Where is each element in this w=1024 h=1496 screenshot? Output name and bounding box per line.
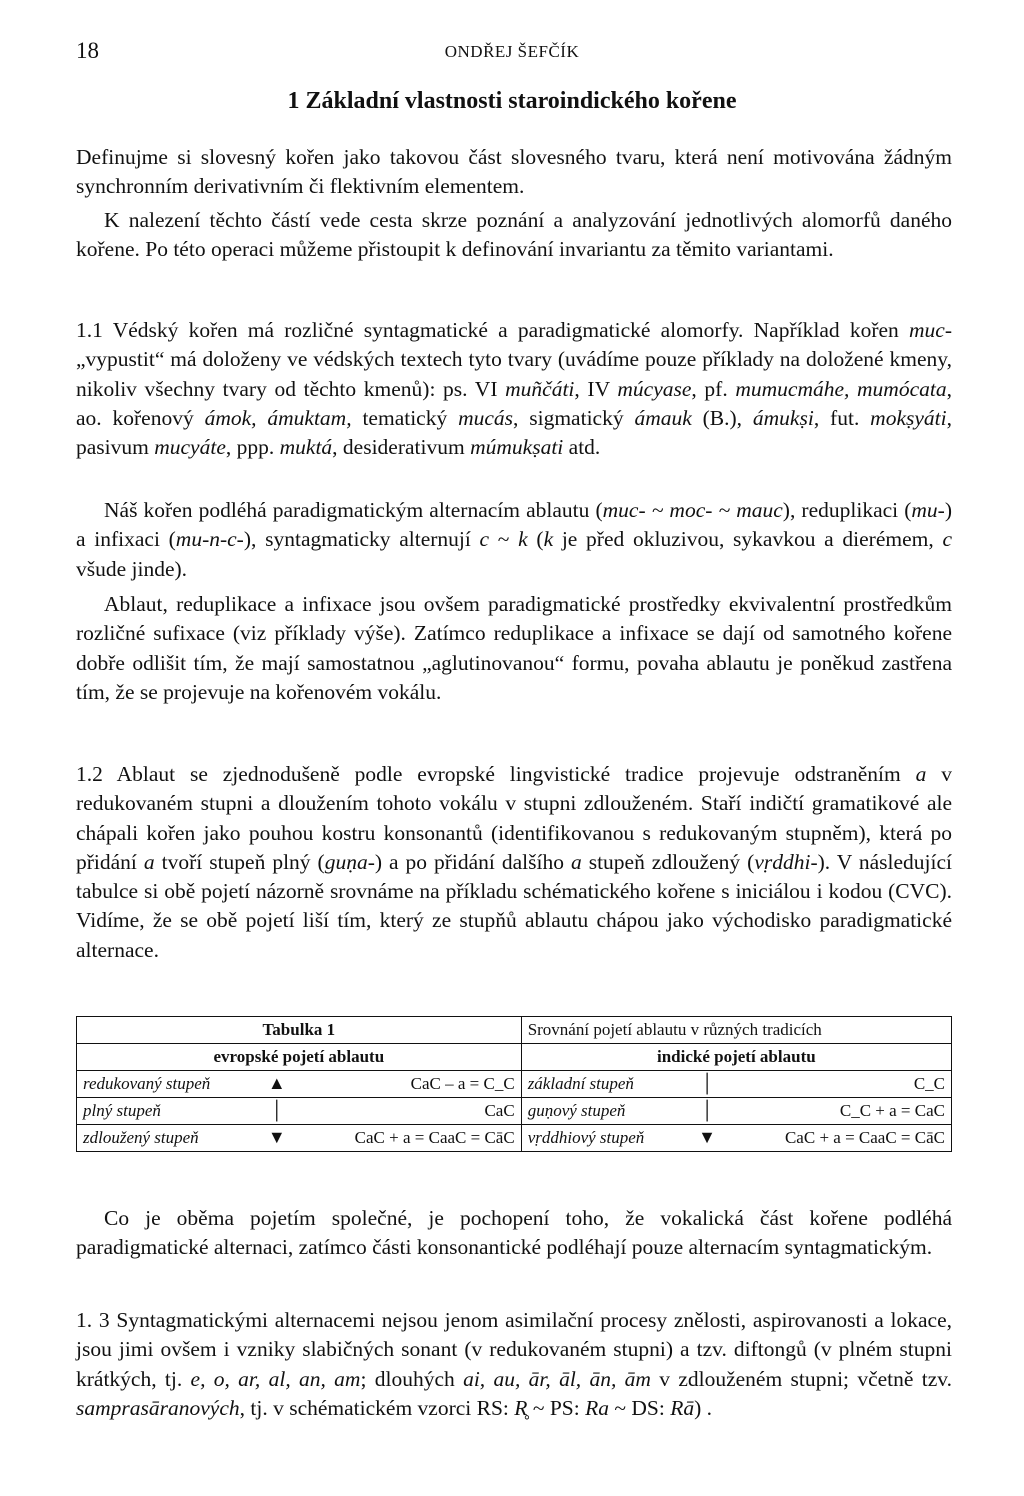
table-label: Tabulka 1	[77, 1017, 522, 1044]
table-row	[77, 1071, 952, 1098]
paragraph-ablaut-alternations: Náš kořen podléhá paradigmatickým alternacím ablautu (muc- ~ moc- ~ mauc), reduplikaci (mu-) a infixaci (mu-n-c-), syntagmaticky alternují c ~ k (k je před okluzivou, sykavkou a dierémem, c všude jinde).	[76, 498, 952, 581]
row-value: C_C + a = CaC	[719, 1098, 951, 1125]
paragraph-1-3: 1. 3 Syntagmatickými alternacemi nejsou jenom asimilační procesy znělosti, aspirovanosti a lokace, jsou jimi ovšem i vzniky slabičných sonant (v redukovaném stupni) a tzv. diftongů (v plném stupni krátkých, tj. e, o, ar, al, an, am; dlouhých ai, au, ār, āl, ān, ām v zdlouženém stupni; včetně tzv. samprasāranových, tj. v schématickém vzorci RS: R̥ ~ PS: Ra ~ DS: Rā) .	[76, 1308, 952, 1420]
page-number: 18	[76, 38, 99, 63]
paragraph-allomorphs: K nalezení těchto částí vede cesta skrze poznání a analyzování jednotlivých alomorfů daného kořene. Po této operaci můžeme přistoupit k definování invariantu za těmito variantami.	[76, 208, 952, 262]
row-label: plný stupeň	[77, 1098, 265, 1125]
row-value: CaC + a = CaaC = CāC	[289, 1125, 521, 1152]
row-label: redukovaný stupeň	[77, 1071, 265, 1098]
paragraph-definition: Definujme si slovesný kořen jako takovou část slovesného tvaru, která není motivována žádným synchronním derivativním či flektivním elementem.	[76, 145, 952, 199]
row-value: CaC	[289, 1098, 521, 1125]
table-row	[77, 1098, 952, 1125]
arrow-down-icon: ▼	[695, 1125, 719, 1152]
arrow-line-icon: │	[265, 1098, 289, 1125]
row-label: vṛddhiový stupeň	[521, 1125, 695, 1152]
row-label: základní stupeň	[521, 1071, 695, 1098]
table-caption: Srovnání pojetí ablautu v různých tradicích	[521, 1017, 951, 1044]
arrow-down-icon: ▼	[265, 1125, 289, 1152]
arrow-up-icon: ▲	[265, 1071, 289, 1098]
paragraph-ablaut-reduplication: Ablaut, reduplikace a infixace jsou ovšem paradigmatické prostředky ekvivalentní prostředkům rozličné sufixace (viz příklady výše). Zatímco reduplikace a infixace se dají od samotného kořene dobře odlišit tím, že mají samostatnou „aglutinovanou“ formu, povaha ablautu je poněkud zastřena tím, že se projevuje na kořenovém vokálu.	[76, 592, 952, 704]
arrow-line-icon: │	[695, 1098, 719, 1125]
right-column-header: indické pojetí ablautu	[521, 1044, 951, 1071]
table-row	[77, 1125, 952, 1152]
paragraph-1-2: 1.2 Ablaut se zjednodušeně podle evropské lingvistické tradice projevuje odstraněním a v redukovaném stupni a dloužením tohoto vokálu v stupni zdlouženém. Staří indičtí gramatikové ale chápali kořen jako pouhou kostru konsonantů (identifikovanou s redukovaným stupněm), která po přidání a tvoří stupeň plný (guṇa-) a po přidání dalšího a stupeň zdloužený (vṛddhi-). V následující tabulce si obě pojetí názorně srovnáme na příkladu schématického kořene s iniciálou i kodou (CVC). Vidíme, že se obě pojetí liší tím, který ze stupňů ablautu chápou jako východisko paradigmatické alternace.	[76, 762, 952, 962]
table-caption-row	[77, 1017, 952, 1044]
left-column-header: evropské pojetí ablautu	[77, 1044, 522, 1071]
section-title: 1 Základní vlastnosti staroindického kořene	[287, 88, 737, 114]
paragraph-common-ground: Co je oběma pojetím společné, je pochopení toho, že vokalická část kořene podléhá paradigmatické alternaci, zatímco části konsonantické podléhají pouze alternacím syntagmatickým.	[76, 1206, 952, 1260]
ablaut-comparison-table	[76, 1016, 952, 1152]
arrow-line-icon: │	[695, 1071, 719, 1098]
running-head: ONDŘEJ ŠEFČÍK	[444, 42, 580, 61]
row-value: CaC – a = C_C	[289, 1071, 521, 1098]
row-value: C_C	[719, 1071, 951, 1098]
paragraph-1-1: 1.1 Védský kořen má rozličné syntagmatické a paradigmatické alomorfy. Například kořen muc- „vypustit“ má doloženy ve védských textech tyto tvary (uvádíme pouze příklady na doložené kmeny, nikoliv všechny tvary od těchto kmenů): ps. VI muñčáti, IV múcyase, pf. mumucmáhe, mumócata, ao. kořenový ámok, ámuktam, tematický mucás, sigmatický ámauk (B.), ámukṣi, fut. mokṣyáti, pasivum mucyáte, ppp. muktá, desiderativum múmukṣati atd.	[76, 318, 952, 460]
row-label: guṇový stupeň	[521, 1098, 695, 1125]
table-header-row	[77, 1044, 952, 1071]
row-value: CaC + a = CaaC = CāC	[719, 1125, 951, 1152]
row-label: zdloužený stupeň	[77, 1125, 265, 1152]
